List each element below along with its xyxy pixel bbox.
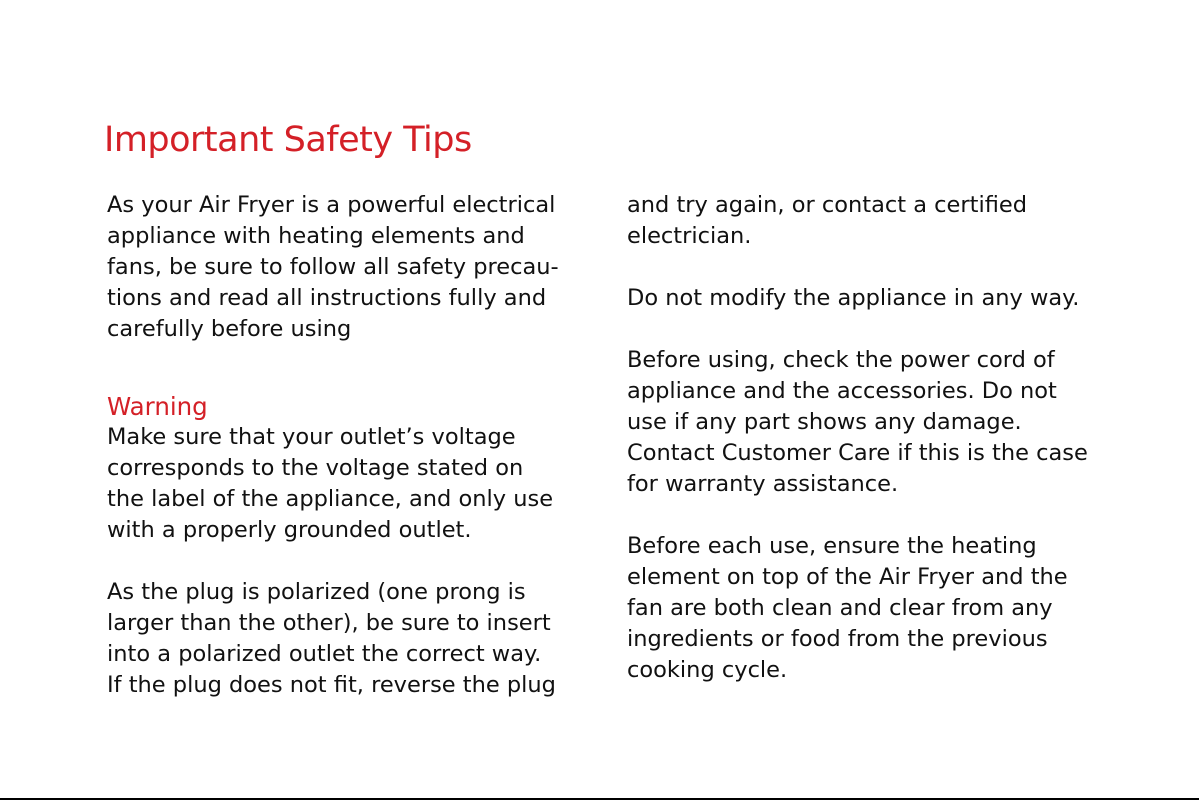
page-title: Important Safety Tips: [104, 120, 472, 160]
right-column: [627, 190, 1117, 686]
clean-heating-element-paragraph: Before each use, ensure the heating element on top of the Air Fryer and the fan are both clean and clear from any ingredients or food from the previous cooking cycle.: [627, 533, 1068, 683]
spacer: [107, 345, 597, 391]
polarized-plug-paragraph: As the plug is polarized (one prong is larger than the other), be sure to insert into a polarized outlet the correct way. If the plug does not fit, reverse the plug: [107, 579, 556, 698]
spacer: [107, 546, 597, 577]
check-cord-paragraph: Before using, check the power cord of appliance and the accessories. Do not use if any part shows any damage. Contact Customer Care if this is the case for warranty assistance.: [627, 347, 1088, 497]
modify-paragraph: Do not modify the appliance in any way.: [627, 285, 1080, 311]
plug-continued-paragraph: and try again, or contact a certified electrician.: [627, 192, 1027, 249]
left-column: [107, 190, 597, 701]
warning-heading: Warning: [107, 392, 208, 421]
warning-paragraph: Make sure that your outlet’s voltage corresponds to the voltage stated on the label of the appliance, and only use with a properly grounded outlet.: [107, 424, 554, 543]
spacer: [627, 500, 1117, 531]
spacer: [627, 252, 1117, 283]
spacer: [627, 314, 1117, 345]
intro-paragraph: As your Air Fryer is a powerful electrical appliance with heating elements and fans, be sure to follow all safety precau- tions and read all instructions fully and carefully before using: [107, 192, 559, 342]
